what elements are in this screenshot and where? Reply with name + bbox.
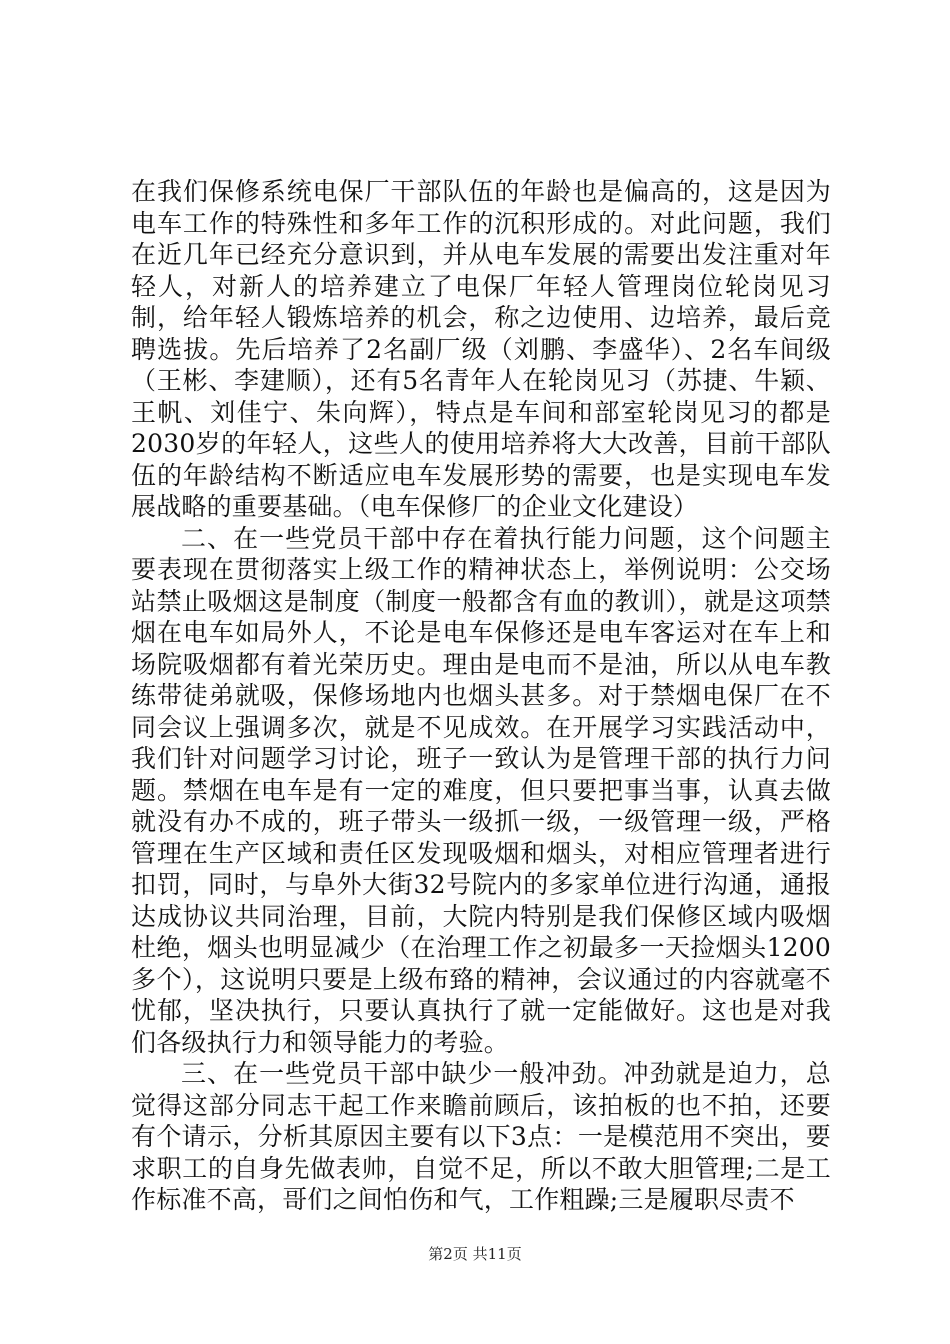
- document-body: [131, 176, 831, 1216]
- page-footer: 第2页 共11页: [428, 1245, 522, 1263]
- paragraph-execution-ability: 二、在一些党员干部中存在着执行能力问题，这个问题主要表现在贯彻落实上级工作的精神状态上，举例说明：公交场站禁止吸烟这是制度（制度一般都含有血的教训），就是这项禁烟在电车如局外人，不论是电车保修还是电车客运对在车上和场院吸烟都有着光荣历史。理由是电而不是油，所以从电车教练带徒弟就吸，保修场地内也烟头甚多。对于禁烟电保厂在不同会议上强调多次，就是不见成效。在开展学习实践活动中，我们针对问题学习讨论，班子一致认为是管理干部的执行力问题。禁烟在电车是有一定的难度，但只要把事当事，认真去做就没有办不成的，班子带头一级抓一级，一级管理一级，严格管理在生产区域和责任区发现吸烟和烟头，对相应管理者进行扣罚，同时，与阜外大街32号院内的多家单位进行沟通，通报达成协议共同治理，目前，大院内特别是我们保修区域内吸烟杜绝，烟头也明显减少（在治理工作之初最多一天捡烟头1200多个），这说明只要是上级布臵的精神，会议通过的内容就毫不忧郁，坚决执行，只要认真执行了就一定能做好。这也是对我们各级执行力和领导能力的考验。: [131, 523, 831, 1057]
- paragraph-youth-cadres: 在我们保修系统电保厂干部队伍的年龄也是偏高的，这是因为电车工作的特殊性和多年工作的沉积形成的。对此问题，我们在近几年已经充分意识到，并从电车发展的需要出发注重对年轻人，对新人的培养建立了电保厂年轻人管理岗位轮岗见习制，给年轻人锻炼培养的机会，称之边使用、边培养，最后竞聘选拔。先后培养了2名副厂级（刘鹏、李盛华）、2名车间级（王彬、李建顺），还有5名青年人在轮岗见习（苏捷、牛颖、王帆、刘佳宁、朱向辉），特点是车间和部室轮岗见习的都是2030岁的年轻人，这些人的使用培养将大大改善，目前干部队伍的年龄结构不断适应电车发展形势的需要，也是实现电车发展战略的重要基础。（电车保修厂的企业文化建设）: [131, 177, 831, 521]
- paragraph-lack-of-drive: 三、在一些党员干部中缺少一般冲劲。冲劲就是迫力，总觉得这部分同志干起工作来瞻前顾后，该拍板的也不拍，还要有个请示，分析其原因主要有以下3点：一是模范用不突出，要求职工的自身先做表帅，自觉不足，所以不敢大胆管理;二是工作标准不高，哥们之间怕伤和气，工作粗躁;三是履职尽责不: [131, 1059, 831, 1214]
